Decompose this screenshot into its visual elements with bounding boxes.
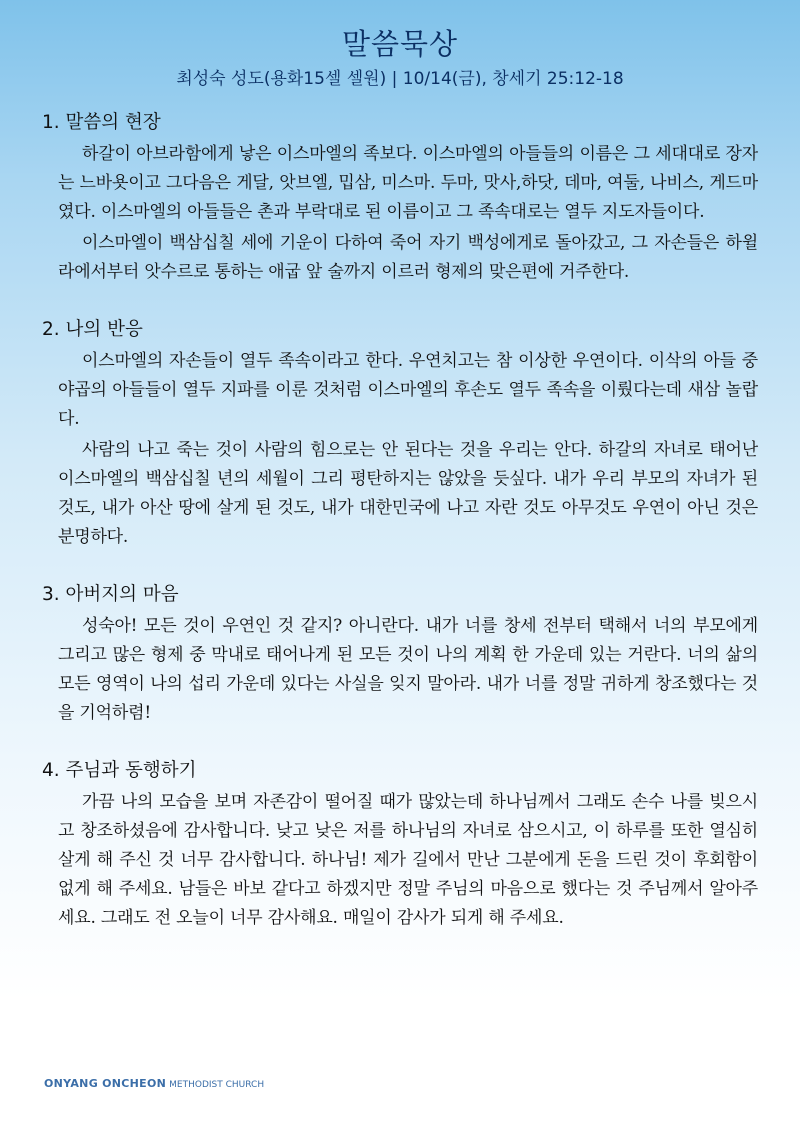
section-heading: 3. 아버지의 마음 xyxy=(42,584,179,605)
page-header xyxy=(0,0,800,96)
section-heading: 2. 나의 반응 xyxy=(42,319,143,340)
page-title: 말씀묵상 xyxy=(341,27,459,61)
section-my-response xyxy=(42,315,758,552)
section-paragraph: 사람의 나고 죽는 것이 사람의 힘으로는 안 된다는 것을 우리는 안다. 하갈의 자녀로 태어난 이스마엘의 백삼십칠 년의 세월이 그리 평탄하지는 않았을 듯싶다. 내가 우리 부모의 자녀가 된 것도, 내가 아산 땅에 살게 된 것도, 내가 대한민국에 나고 자란 것도 아무것도 우연이 아닌 것은 분명하다. xyxy=(58,440,758,547)
section-walk-with-lord xyxy=(42,756,758,933)
section-paragraph: 이스마엘이 백삼십칠 세에 기운이 다하여 죽어 자기 백성에게로 돌아갔고, 그 자손들은 하윌라에서부터 앗수르로 통하는 애굽 앞 술까지 이르러 형제의 맞은편에 거주한다. xyxy=(58,233,758,282)
church-footer xyxy=(44,1077,264,1090)
church-suffix: METHODIST CHURCH xyxy=(169,1080,265,1090)
page-subtitle: 최성숙 성도(용화15셀 셀원) | 10/14(금), 창세기 25:12-18 xyxy=(176,69,624,89)
section-word-scene xyxy=(42,108,758,287)
section-heading: 1. 말씀의 현장 xyxy=(42,112,161,133)
section-paragraph: 성숙아! 모든 것이 우연인 것 같지? 아니란다. 내가 너를 창세 전부터 택해서 너의 부모에게 그리고 많은 형제 중 막내로 태어나게 된 모든 것이 나의 계획 한 가운데 있는 거란다. 너의 삶의 모든 영역이 나의 섭리 가운데 있다는 사실을 잊지 말아라. 내가 너를 정말 귀하게 창조했다는 것을 기억하렴! xyxy=(58,616,758,723)
section-paragraph: 하갈이 아브라함에게 낳은 이스마엘의 족보다. 이스마엘의 아들들의 이름은 그 세대대로 장자는 느바욧이고 그다음은 게달, 앗브엘, 밉삼, 미스마. 두마, 맛사,하닷, 데마, 여둘, 나비스, 게드마였다. 이스마엘의 아들들은 촌과 부락대로 된 이름이고 그 족속대로는 열두 지도자들이다. xyxy=(58,144,758,222)
meditation-content xyxy=(42,108,758,961)
section-fathers-heart xyxy=(42,580,758,728)
section-paragraph: 가끔 나의 모습을 보며 자존감이 떨어질 때가 많았는데 하나님께서 그래도 손수 나를 빚으시고 창조하셨음에 감사합니다. 낮고 낮은 저를 하나님의 자녀로 삼으시고, 이 하루를 또한 열심히 살게 해 주신 것 너무 감사합니다. 하나님! 제가 길에서 만난 그분에게 돈을 드린 것이 후회함이 없게 해 주세요. 남들은 바보 같다고 하겠지만 정말 주님의 마음으로 했다는 것 주님께서 알아주세요. 그래도 전 오늘이 너무 감사해요. 매일이 감사가 되게 해 주세요. xyxy=(58,792,758,928)
section-paragraph: 이스마엘의 자손들이 열두 족속이라고 한다. 우연치고는 참 이상한 우연이다. 이삭의 아들 중 야곱의 아들들이 열두 지파를 이룬 것처럼 이스마엘의 후손도 열두 족속을 이뤘다는데 새삼 놀랍다. xyxy=(58,351,758,429)
church-name: ONYANG ONCHEON xyxy=(44,1077,167,1090)
section-heading: 4. 주님과 동행하기 xyxy=(42,760,197,781)
